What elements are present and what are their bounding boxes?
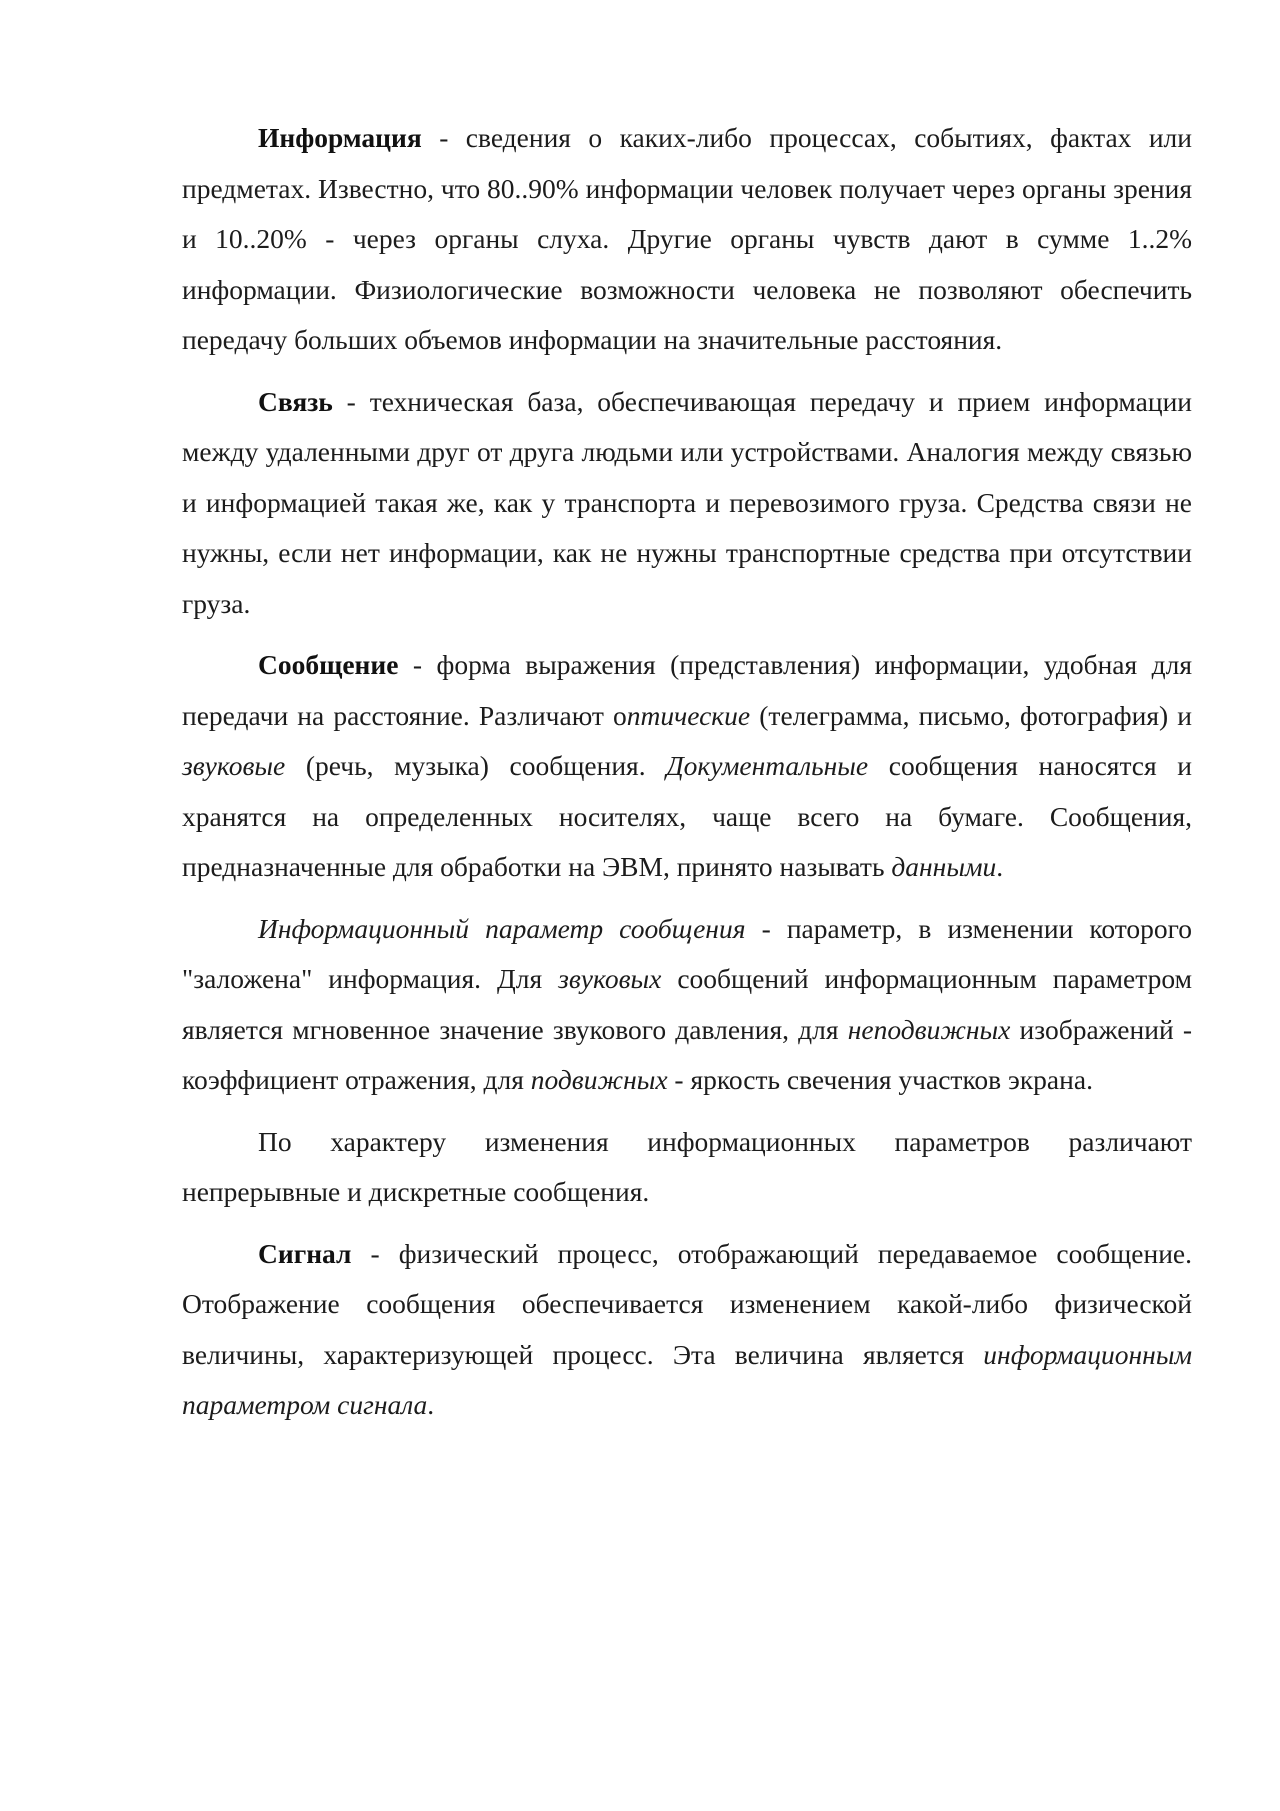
term-signal: Сигнал — [258, 1237, 352, 1269]
paragraph-kharakter-izmeneniya — [182, 1117, 1192, 1218]
document-page — [182, 113, 1192, 1442]
term-dokumentalnye: Документальные — [666, 750, 869, 781]
text-run: - физический процесс, отображающий передаваемое сообщение. Отображение сообщения обеспечивается изменением какой-либо физической величины, характеризующей процесс. Эта величина является — [182, 1237, 1192, 1370]
text-run: - параметр, в изменении которого "заложена" информация. Для — [182, 912, 1192, 994]
text-run: изображений - коэффициент отражения, для — [182, 1013, 1192, 1095]
term-zvukovykh: звуковых — [558, 963, 662, 994]
paragraph-informatsiya — [182, 113, 1192, 366]
paragraph-informatsionnyy-parametr — [182, 904, 1192, 1106]
term-zvukovye: звуковые — [182, 750, 286, 781]
text-run: - яркость свечения участков экрана. — [667, 1064, 1093, 1095]
term-podvizhnykh: подвижных — [530, 1064, 668, 1095]
term-soobshchenie: Сообщение — [258, 649, 399, 680]
text-run: По характеру изменения информационных параметров различают непрерывные и дискретные сообщения. — [182, 1125, 1192, 1207]
term-informatsionnyy-parametr-soobshcheniya: Информационный параметр сообщения — [258, 912, 746, 944]
text-run: - форма выражения (представления) информации, удобная для передачи на расстояние. Различают о — [182, 649, 1192, 731]
paragraph-signal — [182, 1229, 1192, 1431]
text-run: (телеграмма, письмо, фотография) и — [750, 699, 1192, 731]
term-dannymi: данными — [891, 851, 997, 882]
text-run: (речь, музыка) сообщения. — [285, 750, 667, 781]
term-nepodvizhnykh: неподвижных — [847, 1013, 1011, 1045]
paragraph-soobshchenie — [182, 640, 1192, 893]
text-run: сообщений информационным параметром является мгновенное значение звукового давления, для — [182, 963, 1192, 1045]
text-run: - сведения о каких-либо процессах, событиях, фактах или предметах. Известно, что 80..90% информации человек получает через органы зрения и 10..20% - через органы слуха. Другие органы чувств дают в сумме 1..2% информации. Физиологические возможности человека не позволяют обеспечить передачу больших объемов информации на значительные расстояния. — [182, 122, 1192, 355]
term-informatsiya: Информация — [258, 122, 422, 153]
text-run: - техническая база, обеспечивающая передачу и прием информации между удаленными друг от друга людьми или устройствами. Аналогия между связью и информацией такая же, как у транспорта и перевозимого груза. Средства связи не нужны, если нет информации, как не нужны транспортные средства при отсутствии груза. — [182, 385, 1192, 619]
term-informatsionnyy-parametr-signala: информационным параметром сигнала — [182, 1338, 1192, 1420]
text-run: . — [427, 1389, 435, 1420]
text-run: сообщения наносятся и хранятся на определенных носителях, чаще всего на бумаге. Сообщения, предназначенные для обработки на ЭВМ, принято называть — [182, 750, 1192, 882]
paragraph-svyaz — [182, 377, 1192, 630]
term-opticheskie: птические — [626, 699, 751, 731]
text-run: . — [996, 851, 1004, 882]
term-svyaz: Связь — [258, 385, 333, 417]
